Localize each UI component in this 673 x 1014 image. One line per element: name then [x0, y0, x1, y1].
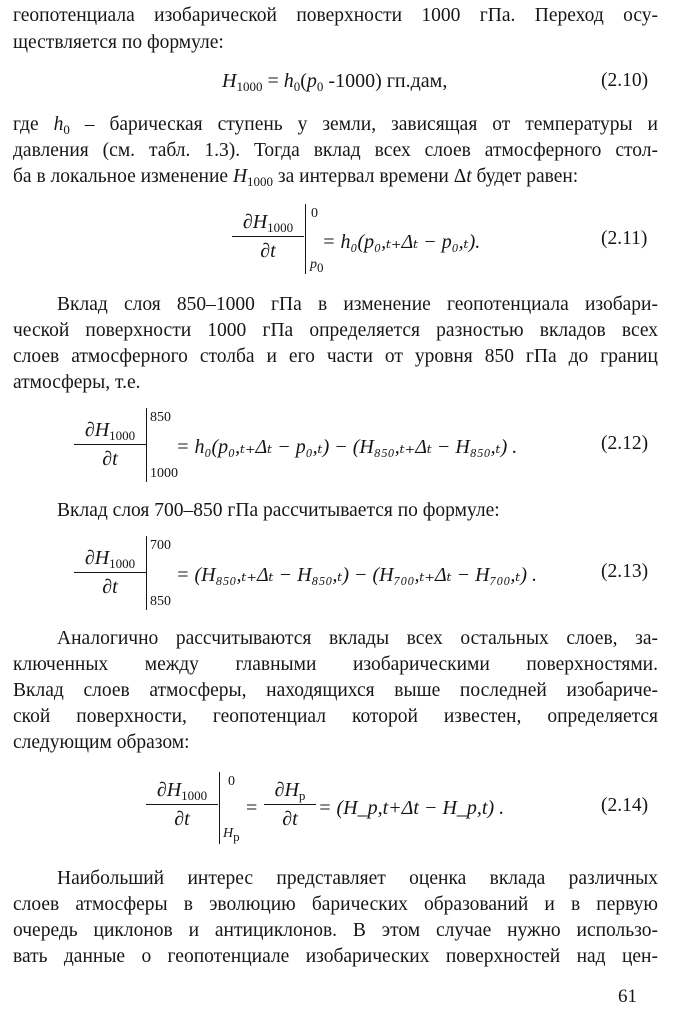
equation-rhs: = (H₈₅₀,ₜ₊Δₜ − H₈₅₀,ₜ) − (H₇₀₀,ₜ₊Δₜ − H₇₀₀,ₜ) .: [176, 564, 538, 586]
equation-rest: -1000) гп.дам,: [323, 70, 448, 92]
symbol-p: p: [306, 70, 317, 92]
equation-number: (2.14): [601, 795, 649, 816]
text-line: давления (см. табл. 1.3). Тогда вклад всех слоев атмосферного стол-: [13, 140, 658, 161]
text-line: очередь циклонов и антициклонов. В этом случае нужно использо-: [13, 920, 658, 941]
subscript: 0: [316, 79, 324, 94]
denominator: ∂t: [174, 808, 190, 830]
equation-number: (2.13): [601, 561, 649, 582]
fraction: [74, 546, 146, 599]
equation-rhs: = (H_p,t+Δt − H_p,t) .: [318, 797, 505, 819]
text-fragment: ба в локальное изменение: [13, 166, 233, 187]
numerator: $\partial H_{1000}$: [84, 419, 136, 443]
equals-sign: =: [246, 797, 258, 819]
denominator: ∂t: [102, 576, 118, 598]
equation-number: (2.11): [601, 228, 648, 249]
equation-rhs: = h₀(p₀,ₜ₊Δₜ − p₀,ₜ) − (H₈₅₀,ₜ₊Δₜ − H₈₅₀,ₜ) .: [176, 436, 518, 458]
upper-limit: 700: [150, 538, 171, 553]
subscript: 0: [293, 79, 301, 94]
fraction-bar: [264, 804, 316, 805]
text-line: слоев атмосферы в эволюцию барических образований и в первую: [13, 894, 658, 915]
upper-limit: 850: [150, 410, 171, 425]
fraction: [74, 418, 146, 471]
text-fragment: – барическая ступень у земли, зависящая от температуры и: [69, 114, 658, 135]
evaluation-bar: [219, 772, 220, 844]
text-fragment: где: [13, 114, 54, 135]
upper-limit: 0: [311, 206, 318, 221]
symbol-t: t: [466, 166, 472, 187]
text-line: Вклад слоя 850–1000 гПа в изменение геопотенциала изобари-: [57, 294, 658, 315]
text-line: Наибольший интерес представляет оценка вклада различных: [57, 868, 658, 889]
text-line: атмосферы, т.е.: [13, 372, 141, 393]
evaluation-bar: [305, 204, 306, 274]
text-line: Вклад слоя 700–850 гПа рассчитывается по формуле:: [57, 500, 500, 521]
numerator: $\partial H_{1000}$: [84, 547, 136, 571]
symbol-H: H: [222, 70, 237, 92]
symbol-H: H: [232, 166, 248, 187]
subscript: 0: [63, 122, 70, 137]
text-line: [13, 164, 658, 190]
page-number: 61: [618, 986, 637, 1007]
numerator: $\partial H_p$: [274, 779, 306, 803]
text-fragment: за интервал времени Δ: [273, 166, 467, 187]
lower-limit: $H_p$: [223, 826, 240, 844]
text-line: геопотенциала изобарической поверхности 1000 гПа. Переход осу-: [13, 5, 658, 26]
paren: (: [300, 70, 307, 92]
lower-limit: $p_0$: [310, 257, 324, 275]
fraction: [264, 778, 316, 831]
fraction: [146, 778, 218, 831]
equation-number: (2.10): [601, 70, 649, 91]
text-line: вать данные о геопотенциале изобарических поверхностей над цен-: [13, 946, 658, 967]
text-line: Вклад слоев атмосферы, находящихся выше последней изобариче-: [13, 680, 658, 701]
text-line: [13, 112, 658, 138]
text-line: ской поверхности, геопотенциал которой известен, определяется: [13, 706, 658, 727]
upper-limit: 0: [228, 774, 235, 789]
fraction-bar: [232, 236, 304, 237]
denominator: ∂t: [260, 240, 276, 262]
text-line: Аналогично рассчитываются вклады всех остальных слоев, за-: [57, 628, 658, 649]
numerator: $\partial H_{1000}$: [242, 211, 294, 235]
symbol-h: h: [53, 114, 64, 135]
subscript: 1000: [236, 79, 263, 94]
equals-sign: =: [267, 70, 284, 92]
text-fragment: будет равен:: [471, 166, 579, 187]
fraction-bar: [74, 444, 146, 445]
text-line: слоев атмосферного столба и его части от уровня 850 гПа до границ: [13, 346, 658, 367]
numerator: $\partial H_{1000}$: [156, 779, 208, 803]
lower-limit: 1000: [150, 466, 178, 481]
fraction-bar: [146, 804, 218, 805]
text-line: следующим образом:: [13, 732, 190, 753]
lower-limit: 850: [150, 594, 171, 609]
equation-rhs: = h₀(p₀,ₜ₊Δₜ − p₀,ₜ).: [322, 231, 481, 253]
equation-number: (2.12): [601, 433, 649, 454]
evaluation-bar: [146, 408, 147, 482]
text-line: ческой поверхности 1000 гПа определяется разностью вкладов всех: [13, 320, 658, 341]
evaluation-bar: [146, 536, 147, 610]
symbol-h: h: [283, 70, 294, 92]
subscript: 1000: [247, 174, 274, 189]
equation-2-10: [222, 68, 447, 94]
text-line: ществляется по формуле:: [13, 32, 224, 53]
text-line: ключенных между главными изобарическими поверхностями.: [13, 654, 658, 675]
fraction: [232, 210, 304, 263]
denominator: ∂t: [282, 808, 298, 830]
denominator: ∂t: [102, 448, 118, 470]
fraction-bar: [74, 572, 146, 573]
